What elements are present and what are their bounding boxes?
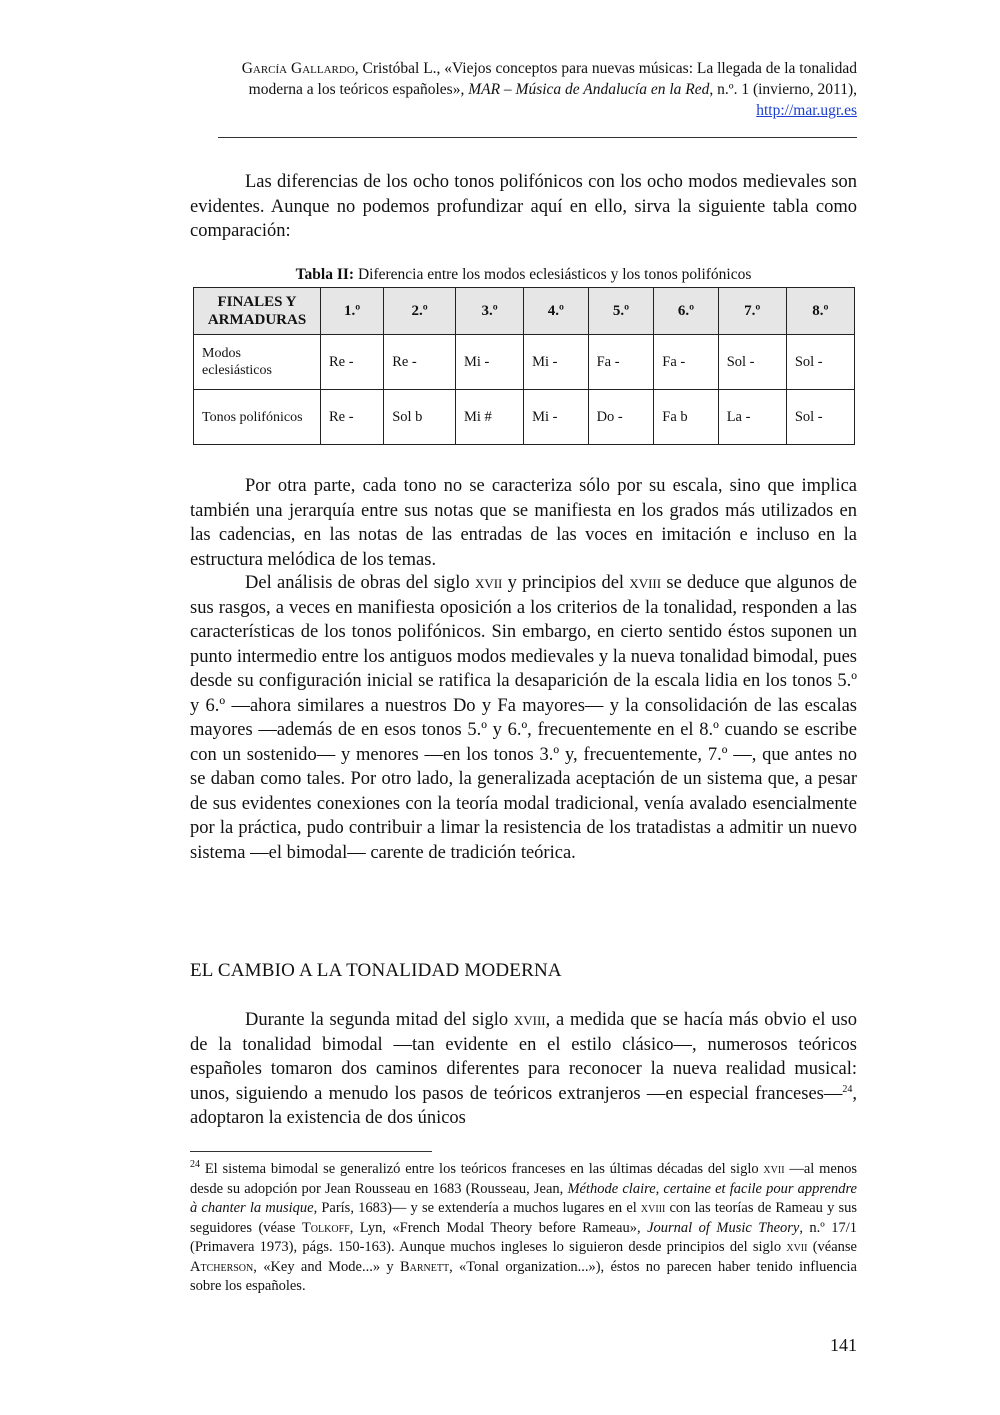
- running-header: [210, 58, 857, 121]
- comparison-table: [193, 287, 855, 445]
- table-cell: Sol -: [786, 335, 854, 390]
- cited-title: Méthode claire, certaine et facile pour apprendre à chanter la musique: [190, 1180, 857, 1216]
- table-header-col: 6.º: [654, 288, 718, 335]
- intro-paragraph: Las diferencias de los ocho tonos polifónicos con los ocho modos medievales son evidentes. Aunque no podemos profundizar aquí en ello, sirva la siguiente tabla como comparación:: [190, 172, 857, 241]
- cited-title: Journal of Music Theory: [647, 1219, 800, 1236]
- footnote-reference[interactable]: 24: [842, 1083, 853, 1095]
- table-cell: Re -: [321, 335, 384, 390]
- table-header-row: [194, 288, 855, 335]
- table-cell: Mi -: [456, 335, 524, 390]
- table-header-col: 3.º: [456, 288, 524, 335]
- table-row: [194, 335, 855, 390]
- century-numeral: xvii: [474, 573, 503, 593]
- table-row-label: Modos eclesiásticos: [194, 335, 321, 390]
- table-cell: Mi -: [524, 390, 588, 445]
- table-cell: Mi -: [524, 335, 588, 390]
- cited-author: Atcherson: [190, 1258, 254, 1275]
- table-cell: Fa b: [654, 390, 718, 445]
- footnote-number: 24: [190, 1159, 200, 1171]
- table-cell: Fa -: [588, 335, 654, 390]
- table-cell: Sol -: [786, 390, 854, 445]
- table-cell: La -: [718, 390, 786, 445]
- cited-author: Tolkoff: [301, 1219, 350, 1236]
- header-url-link[interactable]: http://mar.ugr.es: [756, 102, 857, 119]
- header-issue: , n.º. 1 (invierno, 2011),: [709, 81, 857, 98]
- table-cell: Sol -: [718, 335, 786, 390]
- table-cell: Do -: [588, 390, 654, 445]
- table-header-col: 5.º: [588, 288, 654, 335]
- table-header-col: 8.º: [786, 288, 854, 335]
- header-journal: MAR – Música de Andalucía en la Red: [468, 81, 710, 98]
- table-cell: Mi #: [456, 390, 524, 445]
- table-header-col: 1.º: [321, 288, 384, 335]
- body-paragraph: Del análisis de obras del siglo xvii y principios del xviii se deduce que algunos de sus rasgos, a veces en manifiesta oposición a los criterios de la tonalidad, responden a las características de los tonos polifónicos. Sin embargo, en cierto sentido éstos suponen un punto intermedio entre los antiguos modos medievales y la nueva tonalidad bimodal, pues desde su configuración inicial se ratifica la desaparición de la escala lidia en los tonos 5.º y 6.º —ahora similares a nuestros Do y Fa mayores— y la consolidación de las escalas mayores —además de en esos tonos 5.º y 6.º, frecuentemente en el 8.º cuando se escribe con un sostenido— y menores —en los tonos 3.º y, frecuentemente, 7.º —, que antes no se daban como tales. Por otro lado, la generalizada aceptación de un sistema que, a pesar de sus evidentes conexiones con la teoría modal tradicional, venía avalado esencialmente por la práctica, pudo contribuir a limar la resistencia de los tratadistas a admitir un nuevo sistema —el bimodal— carente de tradición teórica.: [190, 573, 857, 863]
- table-row-label: Tonos polifónicos: [194, 390, 321, 445]
- section-heading: EL CAMBIO A LA TONALIDAD MODERNA: [190, 960, 562, 981]
- cited-author: Barnett: [399, 1258, 450, 1275]
- table-header-col: 2.º: [384, 288, 456, 335]
- table-cell: Re -: [384, 335, 456, 390]
- header-divider: [218, 137, 857, 138]
- table-cell: Fa -: [654, 335, 718, 390]
- table-row: [194, 390, 855, 445]
- table-header-col: 7.º: [718, 288, 786, 335]
- table-caption-text: Diferencia entre los modos eclesiásticos y los tonos polifónicos: [354, 266, 752, 283]
- table-cell: Sol b: [384, 390, 456, 445]
- body-paragraph: Por otra parte, cada tono no se caracteriza sólo por su escala, sino que implica también una jerarquía entre sus notas que se manifiesta en los grados más utilizados en las cadencias, en las notas de las entradas de las voces en imitación e incluso en la estructura melódica de los temas.: [190, 476, 857, 570]
- body-paragraph: Durante la segunda mitad del siglo xviii, a medida que se hacía más obvio el uso de la tonalidad bimodal —tan evidente en el estilo clásico—, numerosos teóricos españoles tomaron dos caminos diferentes para reconocer la nueva realidad musical: unos, siguiendo a menudo los pasos de teóricos extranjeros —en especial franceses—$^{24}$, adoptaron la existencia de dos únicos: [190, 1010, 857, 1128]
- header-author: García Gallardo: [241, 60, 355, 77]
- table-caption-label: Tabla II:: [295, 266, 355, 283]
- table-header-first: FINALES Y ARMADURAS: [194, 288, 321, 335]
- table-header-col: 4.º: [524, 288, 588, 335]
- page-number: 141: [830, 1335, 857, 1355]
- century-numeral: xviii: [629, 573, 662, 593]
- footnote-divider: [190, 1151, 432, 1152]
- table-caption: [190, 266, 857, 284]
- table-cell: Re -: [321, 390, 384, 445]
- century-numeral: xviii: [513, 1010, 546, 1030]
- footnote: $^{24}$ El sistema bimodal se generalizó entre los teóricos franceses en las últimas décadas del siglo xvii —al menos desde su adopción por Jean Rousseau en 1683 (Rousseau, Jean, Méthode claire, certaine et facile pour apprendre à chanter la musique, París, 1683)— y se extendería a muchos lugares en el xviii con las teorías de Rameau y sus seguidores (véase Tolkoff, Lyn, «French Modal Theory before Rameau», Journal of Music Theory, n.º 17/1 (Primavera 1973), págs. 150-163). Aunque muchos ingleses lo siguieron desde principios del siglo xvii (véanse Atcherson, «Key and Mode...» y Barnett, «Tonal organization...»), éstos no parecen haber tenido influencia sobre los españoles.: [190, 1159, 858, 1294]
- header-citation: , Cristóbal L., «Viejos conceptos para nuevas músicas: La llegada de la tonalidad moderna a los teóricos españoles»,: [248, 60, 857, 98]
